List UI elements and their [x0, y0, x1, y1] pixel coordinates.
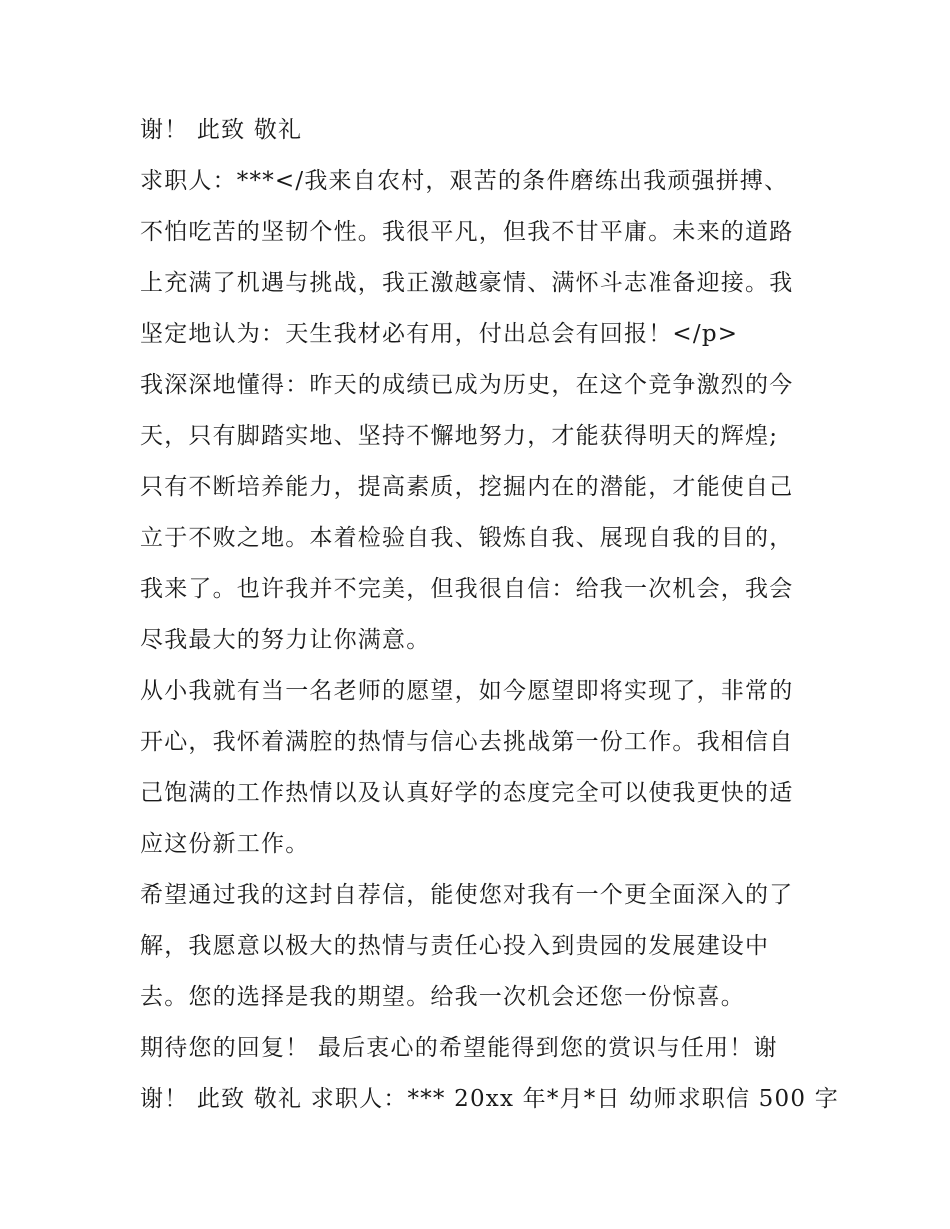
text-line: 天，只有脚踏实地、坚持不懈地努力，才能获得明天的辉煌;	[140, 423, 779, 449]
text-line: 坚定地认为：天生我材必有用，付出总会有回报！</p>	[140, 321, 739, 347]
text-line: 希望通过我的这封自荐信，能使您对我有一个更全面深入的了	[140, 882, 794, 908]
text-line: 只有不断培养能力，提高素质，挖掘内在的潜能，才能使自己	[140, 474, 794, 500]
text-line: 谢！ 此致 敬礼 求职人：*** 20xx 年*月*日 幼师求职信 500 字	[140, 1086, 839, 1112]
text-line: 期待您的回复！ 最后衷心的希望能得到您的赏识与任用！谢	[140, 1035, 778, 1061]
text-line: 我来了。也许我并不完美，但我很自信：给我一次机会，我会	[140, 576, 794, 602]
text-line: 开心，我怀着满腔的热情与信心去挑战第一份工作。我相信自	[140, 729, 794, 755]
text-line: 去。您的选择是我的期望。给我一次机会还您一份惊喜。	[140, 984, 745, 1010]
text-line: 应这份新工作。	[140, 831, 310, 857]
text-line: 己饱满的工作热情以及认真好学的态度完全可以使我更快的适	[140, 780, 794, 806]
text-line: 解，我愿意以极大的热情与责任心投入到贵园的发展建设中	[140, 933, 770, 959]
text-line: 求职人：***</我来自农村，艰苦的条件磨练出我顽强拼搏、	[140, 168, 789, 194]
text-line: 不怕吃苦的坚韧个性。我很平凡，但我不甘平庸。未来的道路	[140, 219, 794, 245]
text-line: 我深深地懂得：昨天的成绩已成为历史，在这个竞争激烈的今	[140, 372, 794, 398]
text-line: 立于不败之地。本着检验自我、锻炼自我、展现自我的目的，	[140, 525, 794, 551]
text-line: 从小我就有当一名老师的愿望，如今愿望即将实现了，非常的	[140, 678, 794, 704]
text-line: 谢！ 此致 敬礼	[140, 117, 303, 143]
text-line: 尽我最大的努力让你满意。	[140, 627, 431, 653]
text-line: 上充满了机遇与挑战，我正激越豪情、满怀斗志准备迎接。我	[140, 270, 794, 296]
